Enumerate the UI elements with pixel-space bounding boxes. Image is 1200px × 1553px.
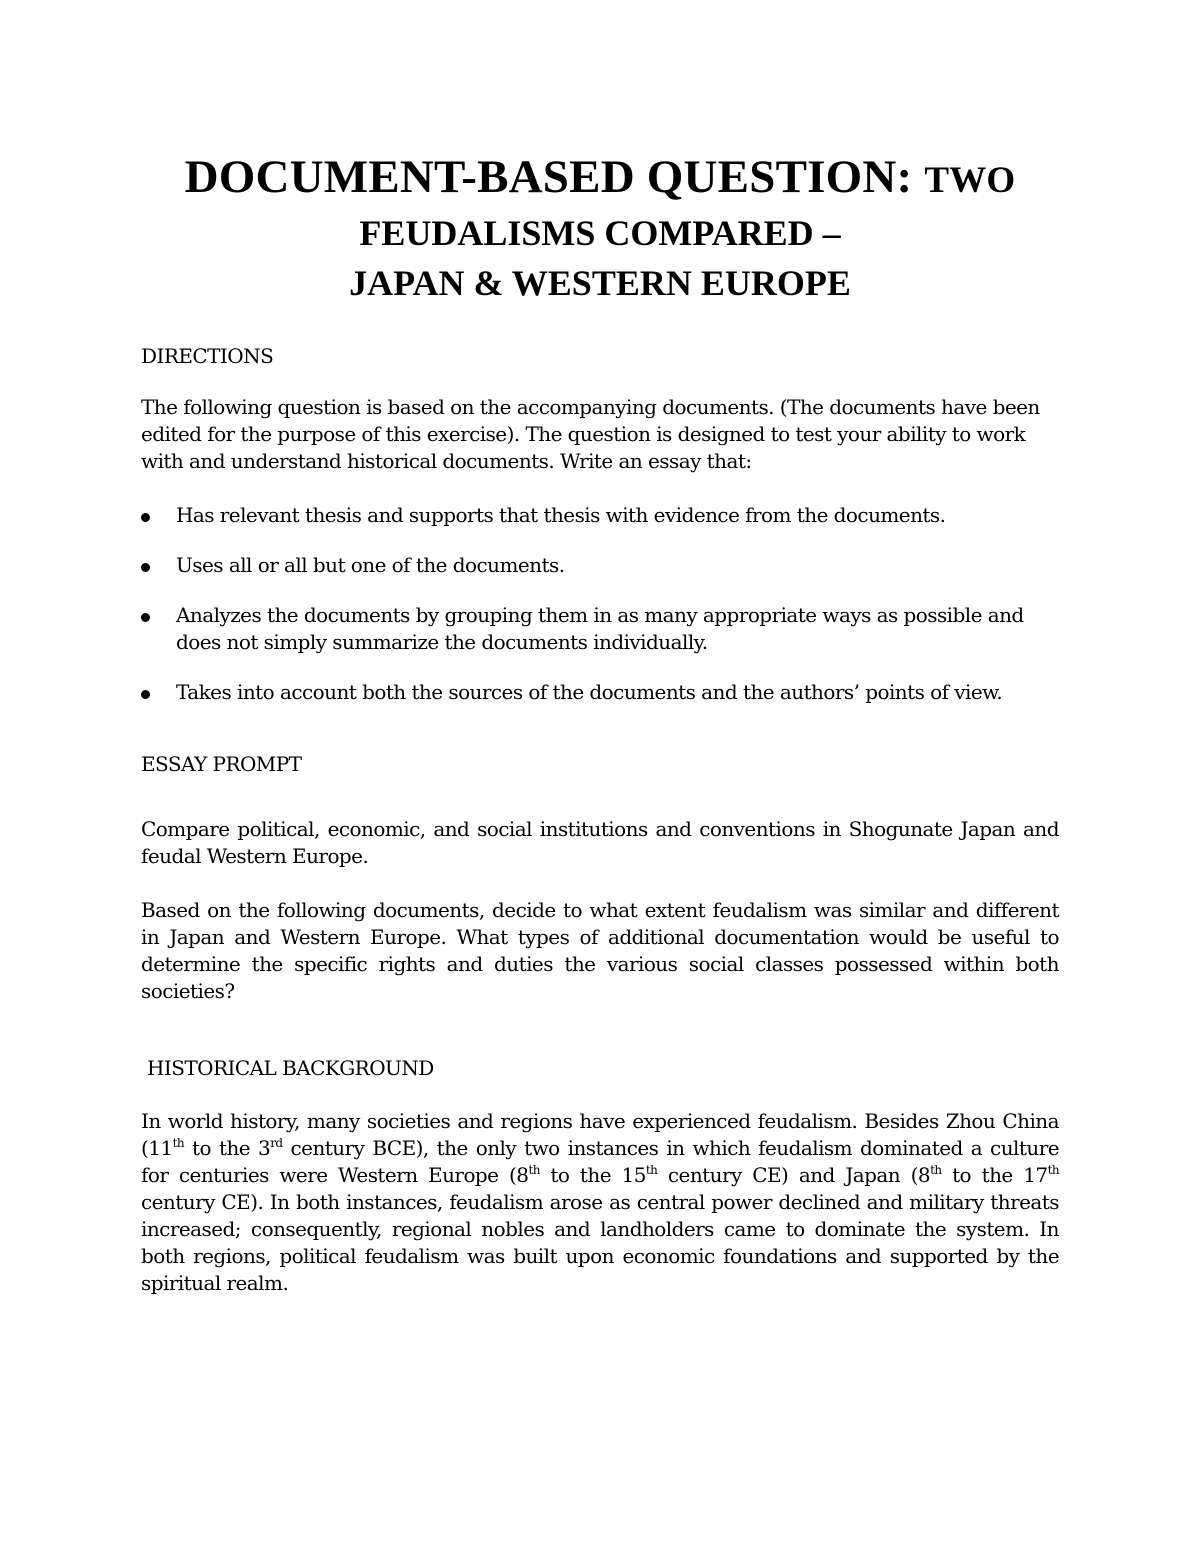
historical-background-paragraph xyxy=(141,1108,1059,1297)
bullet-item xyxy=(141,502,1059,529)
title-line-1 xyxy=(0,150,1200,208)
hb-sup-4: th xyxy=(645,1163,658,1177)
bullet-text: Takes into account both the sources of the documents and the authors’ points of view. xyxy=(176,680,1003,704)
essay-prompt-heading: ESSAY PROMPT xyxy=(141,752,302,776)
bullet-item xyxy=(141,602,1059,656)
bullet-text: Analyzes the documents by grouping them in as many appropriate ways as possible and does not simply summarize the documents individually. xyxy=(176,603,1024,654)
hb-text-5: century CE) and Japan (8 xyxy=(657,1163,931,1187)
hb-sup-3: th xyxy=(528,1163,540,1177)
directions-bullet-list xyxy=(141,502,1059,706)
hb-text-1: In world history, many societies and regions have experienced feudalism. Besides Zhou China (11 xyxy=(141,1109,1059,1160)
title-line-3: JAPAN & WESTERN EUROPE xyxy=(349,263,851,303)
title-tail: TWO xyxy=(924,160,1016,201)
bullet-icon xyxy=(141,613,150,622)
bullet-icon xyxy=(141,513,150,522)
title-main: DOCUMENT-BASED QUESTION: xyxy=(184,151,913,203)
document-body xyxy=(141,343,1059,1297)
hb-text-6: to the 17 xyxy=(941,1163,1048,1187)
historical-background-heading: HISTORICAL BACKGROUND xyxy=(147,1056,434,1080)
hb-sup-5: th xyxy=(930,1163,942,1177)
directions-intro: The following question is based on the accompanying documents. (The documents have been edited for the purpose of this exercise). The question is designed to test your ability to work with and understand historical documents. Write an essay that: xyxy=(141,395,1040,473)
hb-text-3: century BCE), the only two instances in which feudalism dominated a culture for centuries were Western Europe (8 xyxy=(141,1136,1060,1187)
bullet-text: Has relevant thesis and supports that thesis with evidence from the documents. xyxy=(176,503,946,527)
bullet-item xyxy=(141,679,1059,706)
bullet-icon xyxy=(141,690,150,699)
bullet-text: Uses all or all but one of the documents. xyxy=(176,553,565,577)
bullet-icon xyxy=(141,563,150,572)
bullet-item xyxy=(141,552,1059,579)
hb-sup-6: th xyxy=(1047,1163,1060,1177)
directions-heading: DIRECTIONS xyxy=(141,344,274,368)
hb-text-2: to the 3 xyxy=(184,1136,271,1160)
document-title xyxy=(0,150,1200,310)
essay-prompt-paragraph-2: Based on the following documents, decide to what extent feudalism was similar and different in Japan and Western Europe. What types of additional documentation would be useful to determine the specific rights and duties the various social classes possessed within both societies? xyxy=(141,898,1059,1003)
essay-prompt-paragraph-1: Compare political, economic, and social institutions and conventions in Shogunate Japan and feudal Western Europe. xyxy=(141,817,1059,868)
hb-text-4: to the 15 xyxy=(539,1163,646,1187)
hb-sup-1: th xyxy=(172,1136,185,1150)
hb-sup-2: rd xyxy=(270,1136,283,1150)
hb-text-7: century CE). In both instances, feudalism arose as central power declined and military threats increased; consequently, regional nobles and landholders came to dominate the system. In both regions, political feudalism was built upon economic foundations and supported by the spiritual realm. xyxy=(141,1190,1059,1295)
title-line-2: FEUDALISMS COMPARED – xyxy=(359,213,841,253)
